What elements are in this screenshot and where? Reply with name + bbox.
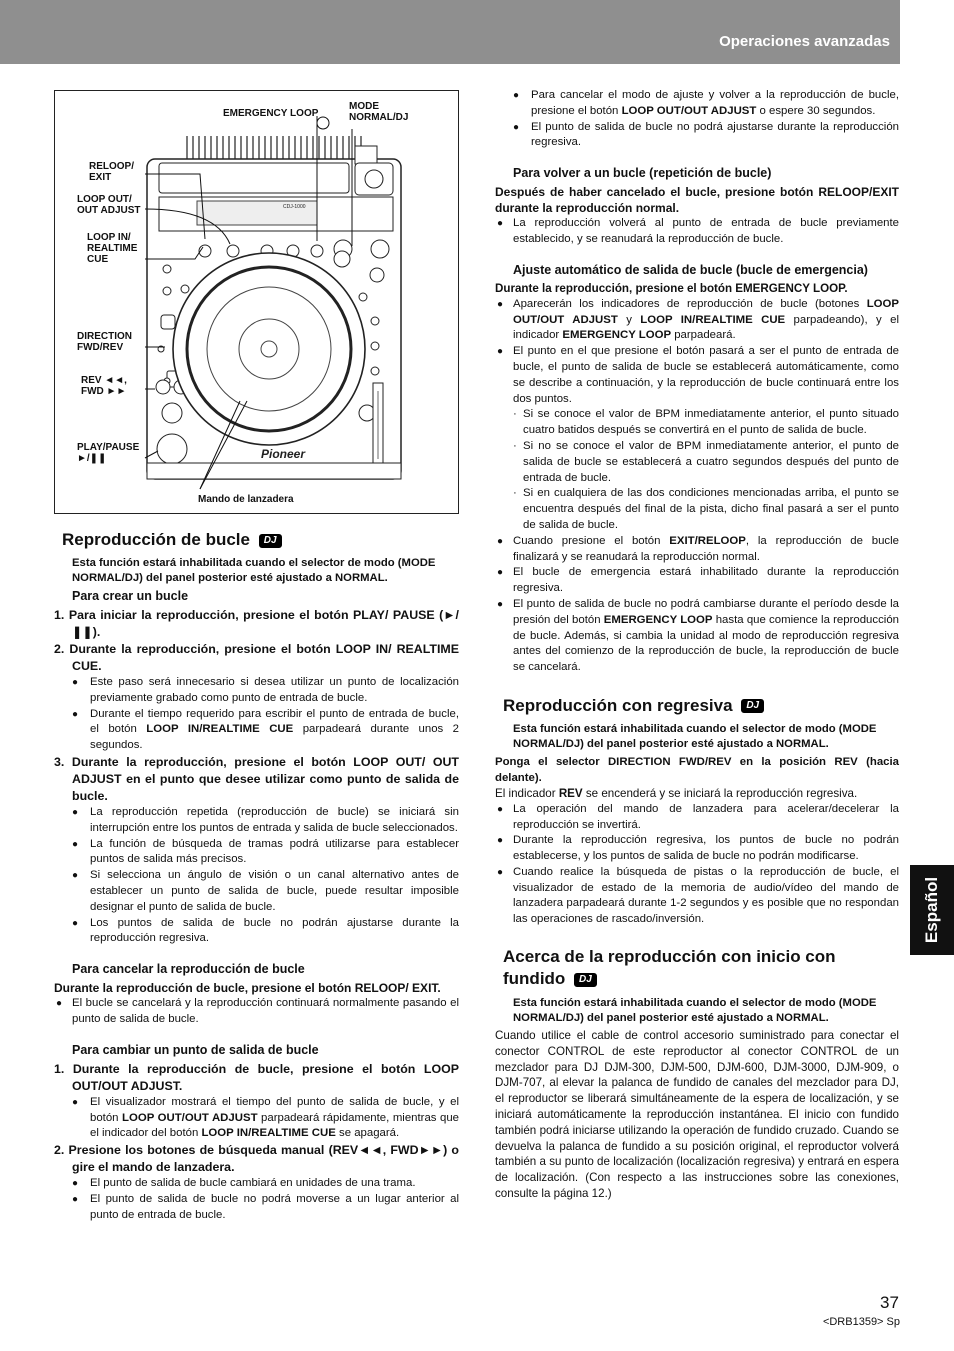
bullet-bold: LOOP IN/REALTIME CUE bbox=[146, 723, 294, 736]
bullet-bold: LOOP IN/REALTIME CUE bbox=[201, 1127, 336, 1140]
dj-mode-icon: DJ bbox=[741, 699, 764, 713]
create-step-3: 3. Durante la reproducción, presione el botón LOOP OUT/ OUT ADJUST en el punto que desee utilizar como punto de salida de bucle. bbox=[54, 754, 459, 803]
create-step-2-bullet-2 bbox=[54, 707, 459, 754]
emergency-bullet-5 bbox=[495, 597, 899, 676]
bullet-text: El visualizador mostrará el tiempo del punto de salida de bucle, y el botón bbox=[90, 1095, 459, 1124]
emergency-dash-3: · Si en cualquiera de las dos condiciones mencionadas arriba, el punto se encuentra después del final de la pista, dicho final pasará a ser el punto de salida de bucle. bbox=[495, 486, 899, 533]
language-tab bbox=[910, 865, 954, 955]
document-code: <DRB1359> Sp bbox=[822, 1316, 900, 1328]
create-step-2: 2. Durante la reproducción, presione el botón LOOP IN/ REALTIME CUE. bbox=[54, 642, 459, 673]
body-text: El indicador bbox=[495, 786, 559, 800]
bullet-text: Durante el tiempo requerido para escribir el punto de entrada de bucle, el botón bbox=[90, 707, 459, 736]
right-column bbox=[495, 88, 899, 1202]
emergency-loop-title: Ajuste automático de salida de bucle (bucle de emergencia) bbox=[513, 262, 868, 277]
loop-mode-note: Esta función estará inhabilitada cuando el selector de modo (MODE NORMAL/DJ) del panel posterior esté ajustado a NORMAL. bbox=[72, 557, 436, 584]
language-tab-label: Español bbox=[922, 876, 941, 944]
callout-loop-in: LOOP IN/ REALTIME CUE bbox=[87, 232, 138, 265]
bullet-text: El punto de salida de bucle no podrá cambiarse durante el período desde la presión del botón bbox=[513, 597, 899, 626]
body-text: se encenderá y se iniciará la reproducción regresiva. bbox=[582, 786, 858, 800]
bullet-text: parpadeará rápidamente, mientras que el indicador del botón bbox=[90, 1111, 460, 1140]
change-step-2-bullet-2: ● El punto de salida de bucle no podrá moverse a un lugar anterior al punto de entrada de bucle. bbox=[54, 1192, 459, 1224]
section-title-fader-line-2: fundido bbox=[503, 969, 566, 989]
change-step-2: 2. Presione los botones de búsqueda manual (REV◄◄, FWD►►) o gire el mando de lanzadera. bbox=[54, 1143, 459, 1175]
bullet-text: parpadeando), y el indicador bbox=[513, 313, 899, 342]
bullet-text: parpadeará. bbox=[671, 329, 736, 342]
change-step-2-bullet-1: ● El punto de salida de bucle cambiará en unidades de una trama. bbox=[54, 1176, 459, 1192]
fader-start-body: Cuando utilice el cable de control accesorio suministrado para conectar el conector CONTROL de este reproductor al conector CONTROL de un mezclador para DJ DJM-300, DJM-500, DJM-600, DJM-3000, DJM-909, o DJM-707, al elevar la palanca de fundido de canales del mezclador para DJ, el reproductor se liberará simultáneamente de la espera de localización, y se iniciará automáticamente la reproducción instantánea. El inicio con fundido también podrá iniciarse utilizando la operación de fundido cruzado. Cuando se devuelva la palanca de fundido a su posición original, el reproductor volverá también a su punto de localización (localización regresiva) y entrará en espera de localización. (Con respecto a las instrucciones sobre las conexiones, consulte la página 12.) bbox=[495, 1029, 899, 1201]
create-step-2-bullet-1: ● Este paso será innecesario si desea utilizar un punto de localización previamente grabado como punto de entrada de bucle. bbox=[54, 675, 459, 707]
left-column bbox=[54, 90, 459, 1224]
callout-rev-fwd: REV ◄◄, FWD ►► bbox=[81, 375, 127, 397]
change-step-1-bullet bbox=[54, 1095, 459, 1142]
change-step-1: 1. Durante la reproducción de bucle, presione el botón LOOP OUT/OUT ADJUST. bbox=[54, 1061, 459, 1093]
return-loop-bullet: ● La reproducción volverá al punto de entrada de bucle previamente establecido, y se reanudará la reproducción de bucle. bbox=[495, 216, 899, 248]
create-step-3-bullet-3: ● Si selecciona un ángulo de visión o un canal alternativo antes de establecer un punto de salida de bucle, puede resultar imposible designar el punto de salida de bucle. bbox=[54, 868, 459, 915]
bullet-bold: EXIT/RELOOP bbox=[669, 534, 746, 547]
bullet-text: hasta que comience la reproducción de bucle. Además, si cambia la unidad al modo de reproducción regresiva antes del comienzo de la reproducción de bucle, la reproducción de bucle se cancelará. bbox=[513, 613, 899, 674]
dj-mode-icon: DJ bbox=[259, 534, 282, 548]
emergency-dash-2: · Si no se conoce el valor de BPM inmediatamente anterior, el punto de salida de bucle se establecerá a cuatro segundos después del punto de entrada de bucle. bbox=[495, 439, 899, 486]
emergency-bullet-3 bbox=[495, 534, 899, 566]
device-figure bbox=[54, 90, 459, 514]
return-loop-title: Para volver a un bucle (repetición de bucle) bbox=[513, 166, 772, 181]
section-title-fader-start bbox=[495, 946, 899, 990]
section-header: Operaciones avanzadas bbox=[719, 33, 890, 50]
create-loop-title: Para crear un bucle bbox=[72, 589, 189, 603]
callout-play-pause: PLAY/PAUSE ►/❚❚ bbox=[77, 442, 140, 464]
emergency-bullet-1 bbox=[495, 297, 899, 344]
bullet-bold: LOOP OUT/OUT ADJUST bbox=[513, 297, 899, 326]
section-title-loop-text: Reproducción de bucle bbox=[62, 530, 250, 549]
reverse-bullet-1: ● La operación del mando de lanzadera para acelerar/decelerar la reproducción se invertirá. bbox=[495, 802, 899, 834]
bullet-bold: EMERGENCY LOOP bbox=[603, 613, 713, 626]
emergency-bullet-2: ● El punto en el que presione el botón pasará a ser el punto de entrada de bucle, el punto de salida de bucle se establecerá automáticamente, como se describe a continuación, y la reproducción de bucle continuará entre los dos puntos. bbox=[495, 344, 899, 407]
reverse-bullet-3: ● Cuando realice la búsqueda de pistas o la reproducción de bucle, el visualizador de estado de la memoria de audio/vídeo del mando de lanzadera parpadeará durante 1-2 segundos y es posible que no respondan las operaciones de rascado/inversión. bbox=[495, 865, 899, 928]
cancel-loop-instruction: Durante la reproducción de bucle, presione el botón RELOOP/ EXIT. bbox=[54, 981, 441, 996]
adjust-reverse-bullet: ● El punto de salida de bucle no podrá ajustarse durante la reproducción regresiva. bbox=[495, 120, 899, 152]
change-out-point-title: Para cambiar un punto de salida de bucle bbox=[72, 1042, 319, 1057]
callout-mode: MODE NORMAL/DJ bbox=[349, 101, 409, 123]
bullet-bold: LOOP IN/REALTIME CUE bbox=[640, 313, 786, 326]
bullet-text: parpadeará durante unos 2 segundos. bbox=[90, 723, 460, 752]
bullet-text: Para cancelar el modo de ajuste y volver a la reproducción de bucle, presione el botón bbox=[531, 89, 899, 117]
bullet-text: , la reproducción de bucle finalizará y se reanudará la reproducción normal. bbox=[513, 534, 899, 563]
bullet-bold: EMERGENCY LOOP bbox=[562, 329, 672, 342]
section-title-reverse bbox=[495, 696, 899, 716]
reverse-indicator-text bbox=[495, 786, 899, 802]
section-title-loop bbox=[54, 530, 459, 550]
callout-jog-dial: Mando de lanzadera bbox=[198, 494, 294, 505]
create-step-3-bullet-4: ● Los puntos de salida de bucle no podrán ajustarse durante la reproducción regresiva. bbox=[54, 916, 459, 948]
bullet-text: Cuando presione el botón bbox=[513, 534, 670, 547]
callout-emergency-loop: EMERGENCY LOOP bbox=[223, 108, 319, 119]
adjust-cancel-bullet bbox=[495, 88, 899, 120]
reverse-bullet-2: ● Durante la reproducción regresiva, los puntos de bucle no podrán establecerse, y los puntos de salida de bucle no podrán modificarse. bbox=[495, 833, 899, 865]
dj-mode-icon: DJ bbox=[574, 973, 597, 987]
create-step-3-bullet-1: ● La reproducción repetida (reproducción de bucle) se iniciará sin interrupción entre los puntos de entrada y salida de bucle seleccionados. bbox=[54, 805, 459, 837]
cancel-loop-bullet: ● El bucle se cancelará y la reproducción continuará normalmente pasando el punto de salida de bucle. bbox=[54, 996, 459, 1028]
bullet-bold: LOOP OUT/OUT ADJUST bbox=[621, 104, 757, 117]
section-title-reverse-text: Reproducción con regresiva bbox=[503, 695, 733, 715]
brand-logo: Pioneer bbox=[261, 447, 306, 461]
callout-direction: DIRECTION FWD/REV bbox=[77, 331, 132, 353]
cancel-loop-title: Para cancelar la reproducción de bucle bbox=[72, 962, 305, 977]
emergency-loop-instruction: Durante la reproducción, presione el botón EMERGENCY LOOP. bbox=[495, 281, 848, 295]
create-step-3-bullet-2: ● La función de búsqueda de tramas podrá utilizarse para establecer puntos de salida más precisos. bbox=[54, 837, 459, 869]
model-label: CDJ-1000 bbox=[283, 204, 306, 210]
fader-mode-note: Esta función estará inhabilitada cuando el selector de modo (MODE NORMAL/DJ) del panel posterior esté ajustado a NORMAL. bbox=[513, 997, 877, 1025]
bullet-text: Aparecerán los indicadores de reproducción de bucle (botones bbox=[513, 297, 867, 310]
reverse-instruction: Ponga el selector DIRECTION FWD/REV en la posición REV (hacia delante). bbox=[495, 755, 899, 784]
callout-loop-out: LOOP OUT/ OUT ADJUST bbox=[77, 194, 141, 216]
bullet-bold: LOOP OUT/OUT ADJUST bbox=[122, 1111, 258, 1124]
callout-reloop: RELOOP/ EXIT bbox=[89, 161, 135, 183]
body-bold: REV bbox=[558, 786, 583, 800]
header-band bbox=[0, 0, 900, 64]
emergency-bullet-4: ● El bucle de emergencia estará inhabilitado durante la reproducción regresiva. bbox=[495, 565, 899, 597]
reverse-mode-note: Esta función estará inhabilitada cuando el selector de modo (MODE NORMAL/DJ) del panel posterior esté ajustado a NORMAL. bbox=[513, 722, 877, 750]
return-loop-instruction: Después de haber cancelado el bucle, presione botón RELOOP/EXIT durante la reproducción normal. bbox=[495, 185, 899, 216]
bullet-text: y bbox=[617, 313, 641, 326]
page-number: 37 bbox=[880, 1293, 899, 1312]
section-title-fader-line-1: Acerca de la reproducción con inicio con bbox=[503, 947, 836, 967]
create-step-1: 1. Para iniciar la reproducción, presione el botón PLAY/ PAUSE (►/❚❚). bbox=[54, 608, 459, 639]
emergency-dash-1: · Si se conoce el valor de BPM inmediatamente anterior, el punto situado cuatro batidos después se convertirá en el punto de salida de bucle. bbox=[495, 407, 899, 439]
bullet-text: o espere 30 segundos. bbox=[756, 104, 876, 117]
bullet-text: se apagará. bbox=[335, 1127, 400, 1140]
